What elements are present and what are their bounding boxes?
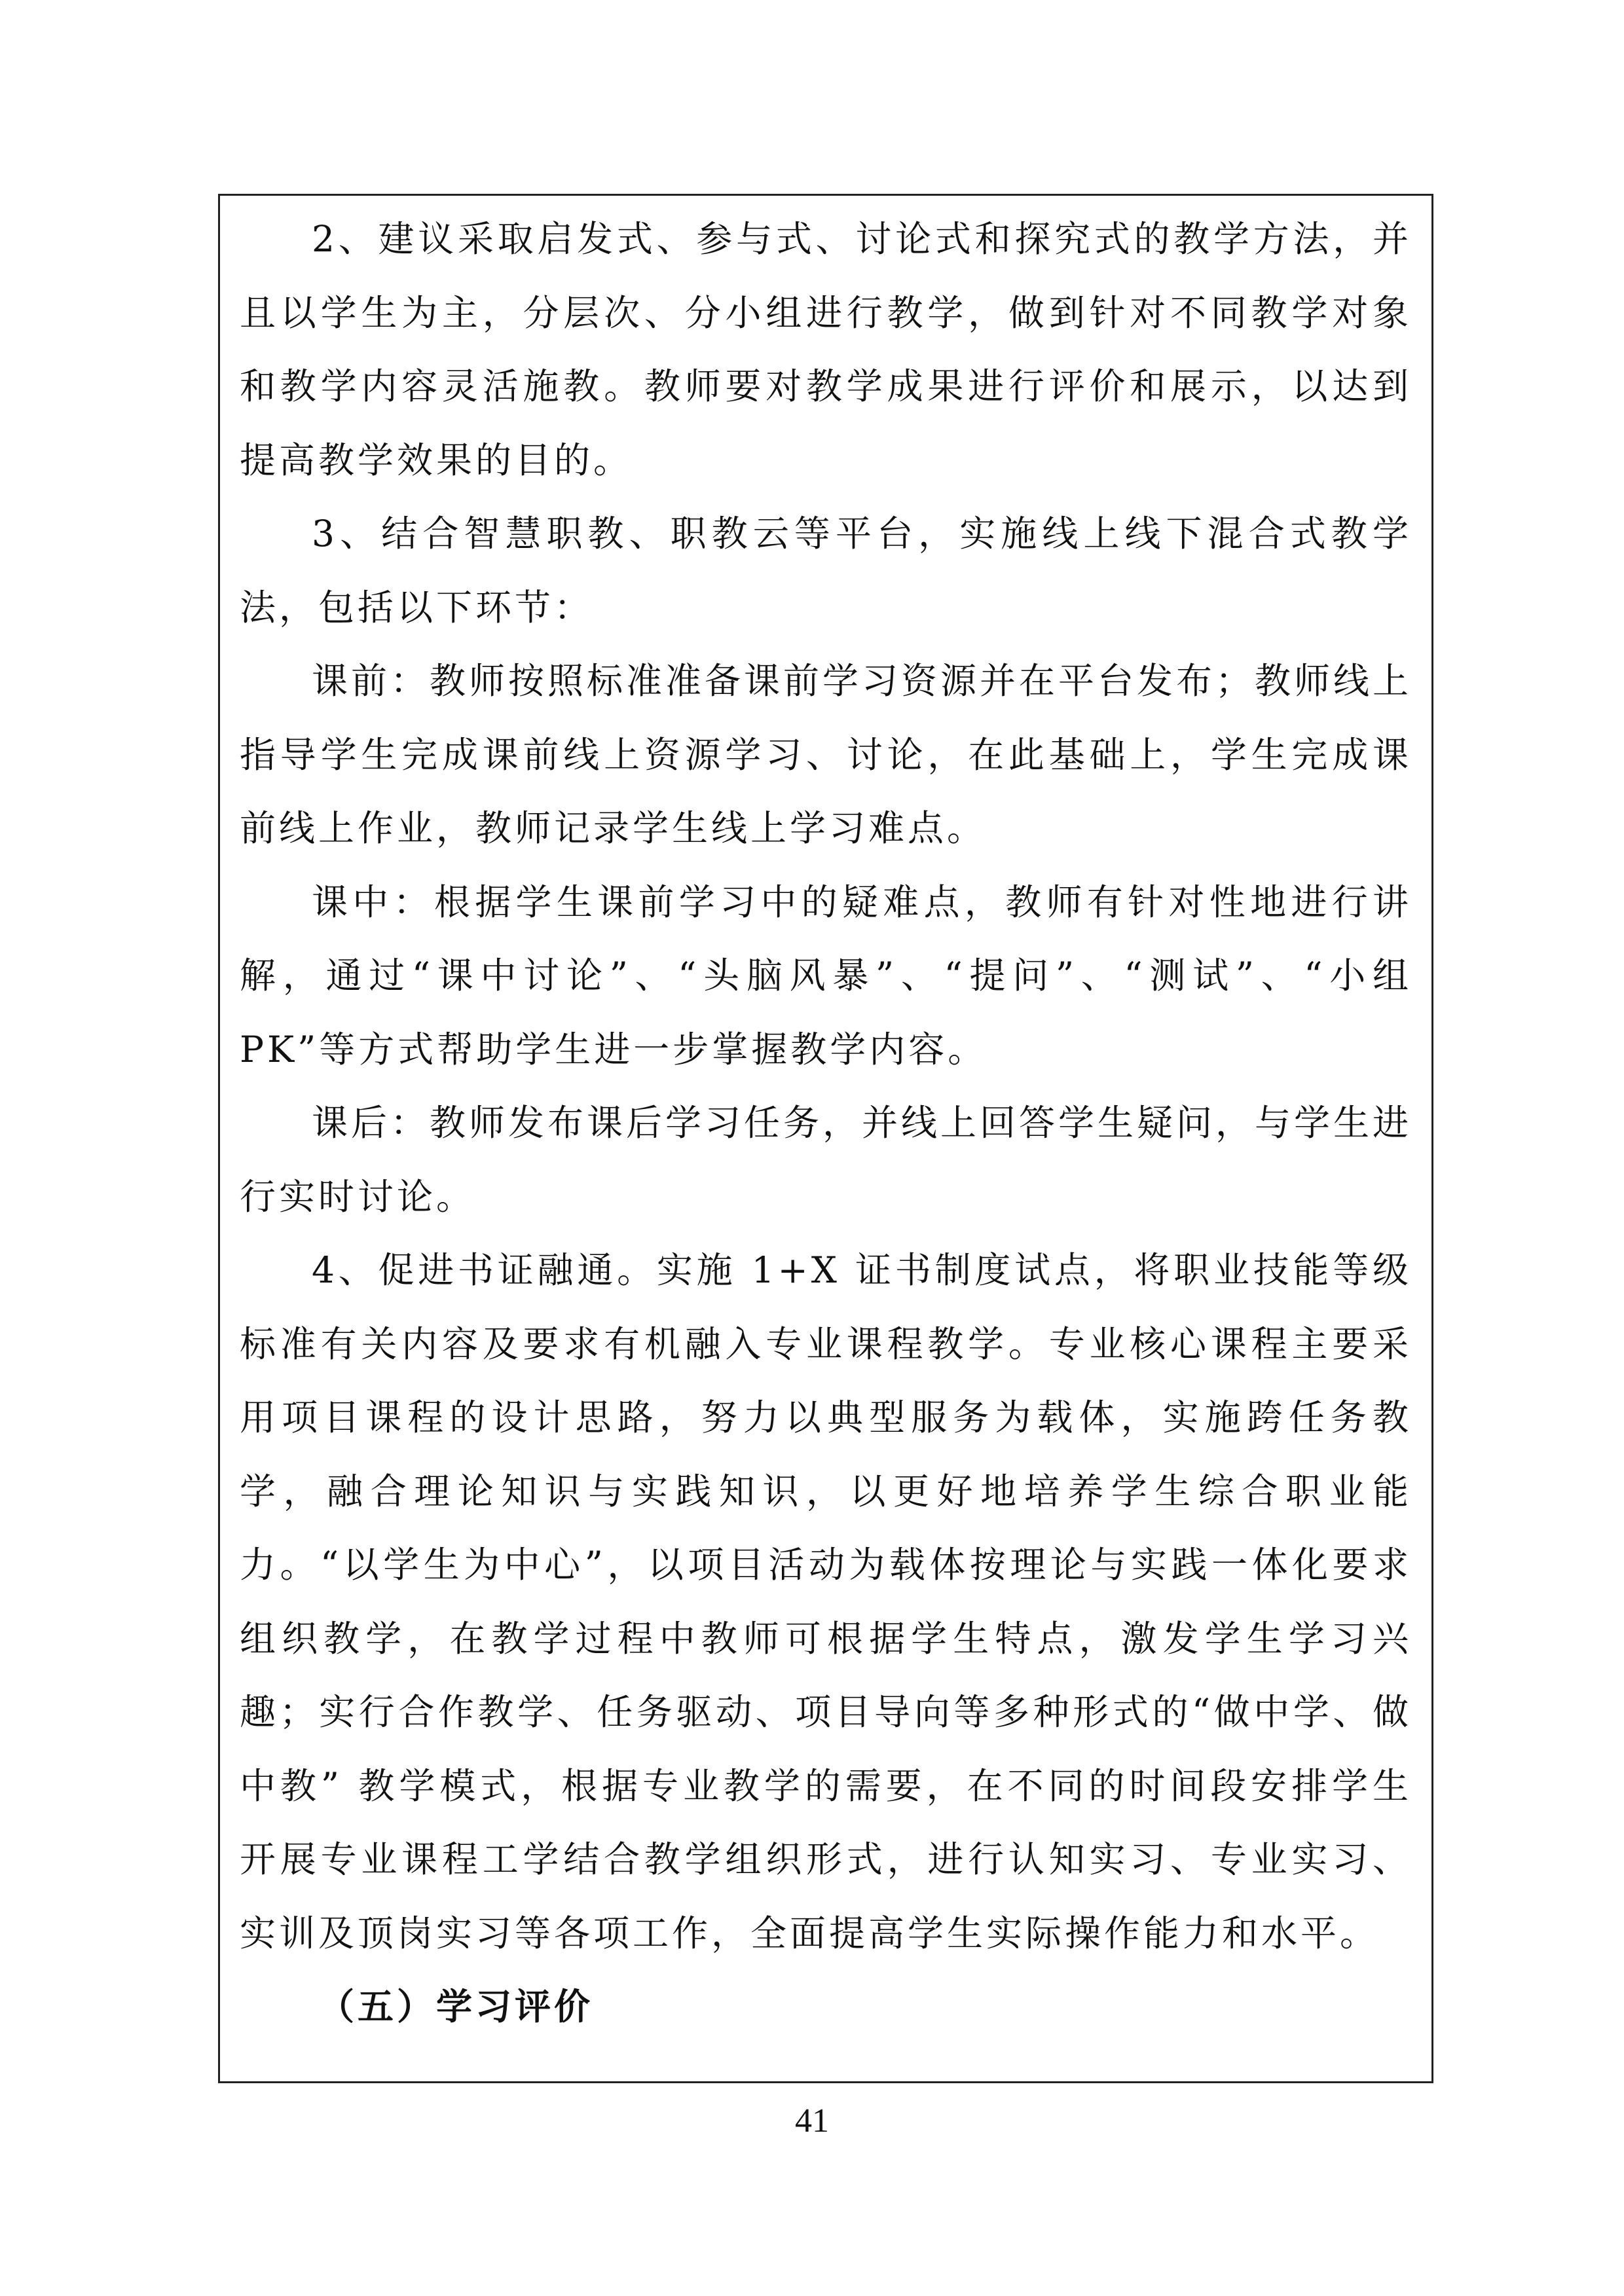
paragraph-before-class: 课前：教师按照标准准备课前学习资源并在平台发布；教师线上指导学生完成课前线上资源学习、讨论，在此基础上，学生完成课前线上作业，教师记录学生线上学习难点。: [240, 660, 1412, 849]
paragraph-during-class: 课中：根据学生课前学习中的疑难点，教师有针对性地进行讲解，通过“课中讨论”、“头脑风暴”、“提问”、“测试”、“小组 PK”等方式帮助学生进一步掌握教学内容。: [240, 881, 1412, 1070]
page-number: 41: [795, 2102, 829, 2140]
paragraph-blended-learning: 3、结合智慧职教、职教云等平台，实施线上线下混合式教学法，包括以下环节：: [240, 513, 1412, 629]
body-text: [240, 202, 1412, 2044]
paragraph-certificate-integration: 4、促进书证融通。实施 1+X 证书制度试点，将职业技能等级标准有关内容及要求有机融入专业课程教学。专业核心课程主要采用项目课程的设计思路，努力以典型服务为载体，实施跨任务教学，融合理论知识与实践知识，以更好地培养学生综合职业能力。“以学生为中心”，以项目活动为载体按理论与实践一体化要求组织教学，在教学过程中教师可根据学生特点，激发学生学习兴趣；实行合作教学、任务驱动、项目导向等多种形式的“做中学、做中教” 教学模式，根据专业教学的需要，在不同的时间段安排学生开展专业课程工学结合教学组织形式，进行认知实习、专业实习、实训及顶岗实习等各项工作，全面提高学生实际操作能力和水平。: [240, 1249, 1412, 1954]
paragraph-teaching-methods: 2、建议采取启发式、参与式、讨论式和探究式的教学方法，并且以学生为主，分层次、分小组进行教学，做到针对不同教学对象和教学内容灵活施教。教师要对教学成果进行评价和展示，以达到提高教学效果的目的。: [240, 218, 1412, 481]
paragraph-after-class: 课后：教师发布课后学习任务，并线上回答学生疑问，与学生进行实时讨论。: [240, 1102, 1412, 1218]
content-box: [218, 194, 1433, 2083]
section-heading: （五）学习评价: [318, 1985, 594, 2028]
